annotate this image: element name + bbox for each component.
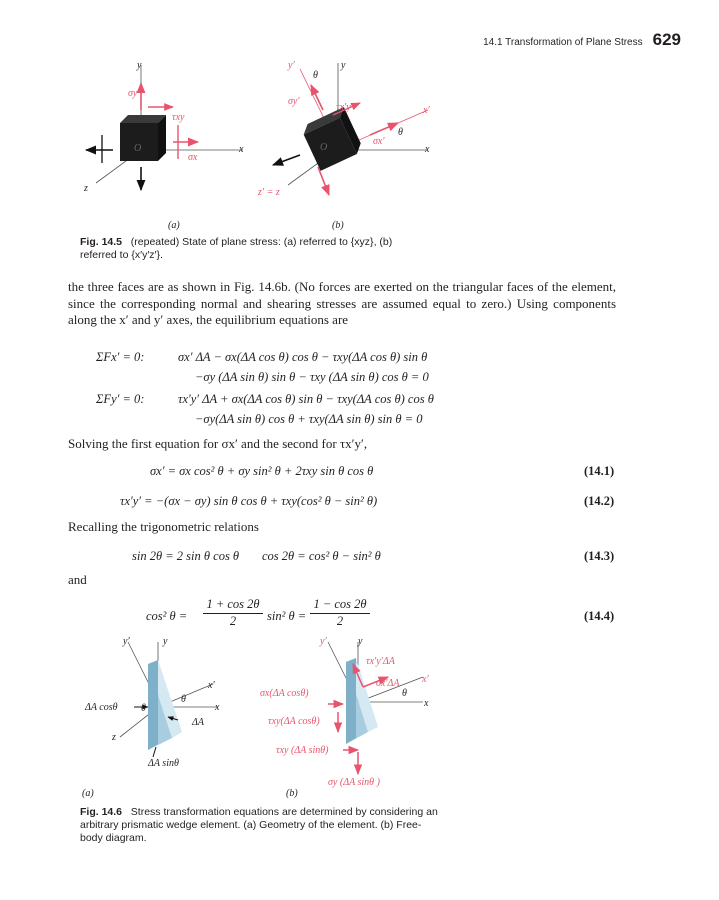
fig-14-5-caption	[80, 236, 420, 262]
fig-14-6-sub-b: (b)	[286, 788, 298, 799]
paragraph-4: and	[68, 572, 87, 587]
label-sigma-y-dA-sin: σy (ΔA sinθ )	[328, 777, 380, 788]
label-sigma-yp: σy′	[288, 96, 300, 107]
label-O-b: O	[320, 142, 328, 153]
label-tau-xpyp-dA: τx′y′ΔA	[366, 656, 395, 667]
fig-14-6-sub-a: (a)	[82, 788, 94, 799]
caption-text: Stress transformation equations are determined by considering an arbitrary prismatic wedge element. (a) Geometry of the element. (b) Free-body diagram.	[80, 806, 438, 844]
eq-14-4a-denominator: 2	[229, 614, 237, 628]
eq-14-1-number: (14.1)	[584, 464, 615, 478]
label-x-b: x	[425, 144, 430, 155]
wedge-face-left	[148, 660, 158, 750]
eq2-line2: −σy(ΔA sin θ) cos θ + τxy(ΔA sin θ) sin θ = 0	[195, 412, 423, 426]
label-x-b: x	[424, 698, 429, 709]
page-number: 629	[652, 30, 681, 49]
eq-14-4b-numerator: 1 − cos 2θ	[310, 597, 370, 614]
label-tau-xy-dA-sin: τxy (ΔA sinθ)	[276, 745, 329, 756]
cube-front	[120, 123, 158, 161]
label-tau-xpyp: τx′y′	[336, 102, 353, 113]
wedge-face-left	[346, 658, 356, 744]
eq-14-2-number: (14.2)	[584, 494, 615, 508]
label-sigma-x-dA-cos: σx(ΔA cosθ)	[260, 688, 309, 699]
label-dA-sin: ΔA sinθ	[148, 758, 179, 769]
label-tau-xy: τxy	[172, 112, 185, 123]
eq-14-4-number: (14.4)	[584, 609, 615, 623]
eq1-lhs: ΣFx′ = 0:	[96, 350, 145, 364]
paragraph-1: the three faces are as shown in Fig. 14.6b. (No forces are exerted on the triangular faces of the element, since the corresponding normal and shearing stresses are assumed equal to zero.) Using components along the x′ and y′ axes, the equilibrium equations are	[68, 279, 616, 327]
label-x-prime-b: x′	[422, 674, 429, 685]
label-x: x	[239, 144, 244, 155]
label-theta-a2: θ	[141, 703, 146, 714]
eq-14-3a: sin 2θ = 2 sin θ cos θ	[132, 549, 240, 563]
label-tau-xy-dA-cos: τxy(ΔA cosθ)	[268, 716, 320, 727]
eq1-line1: σx′ ΔA − σx(ΔA cos θ) cos θ − τxy(ΔA cos θ) sin θ	[178, 350, 428, 364]
label-dA-cos: ΔA cosθ	[85, 702, 118, 713]
sigma-yp-down	[318, 167, 329, 195]
label-y-b: y	[358, 636, 363, 647]
sigma-xp-arrow	[370, 123, 398, 135]
label-dA: ΔA	[192, 717, 204, 728]
eq-14-4a-numerator: 1 + cos 2θ	[203, 597, 263, 614]
fig-14-6-caption	[80, 806, 440, 845]
label-y-prime-b: y′	[320, 636, 327, 647]
label-x-prime: x′	[423, 105, 430, 116]
eq-14-4b-lhs: sin² θ =	[267, 609, 307, 623]
sigma-xp-left	[273, 155, 300, 165]
fig-14-5-sub-b: (b)	[332, 220, 344, 231]
label-sigma-y: σy	[128, 88, 138, 99]
label-y: y	[137, 60, 142, 71]
eq-14-2: τx′y′ = −(σx − σy) sin θ cos θ + τxy(cos² θ − sin² θ)	[120, 494, 378, 508]
sigma-yp-arrow	[311, 85, 323, 110]
eq-14-4b-denominator: 2	[336, 614, 344, 628]
label-theta-1: θ	[313, 70, 318, 81]
eq-14-1: σx′ = σx cos² θ + σy sin² θ + 2τxy sin θ cos θ	[150, 464, 374, 478]
label-y-prime: y′	[288, 60, 295, 71]
label-z: z	[84, 183, 88, 194]
eq1-line2: −σy (ΔA sin θ) sin θ − τxy (ΔA sin θ) cos θ = 0	[195, 370, 429, 384]
label-y-prime-a: y′	[123, 636, 130, 647]
eq-14-4a-lhs: cos² θ =	[146, 609, 188, 623]
fig-14-5-sub-a: (a)	[168, 220, 180, 231]
label-theta-a1: θ	[181, 694, 186, 705]
label-y-b: y	[341, 60, 346, 71]
label-theta-b: θ	[402, 688, 407, 699]
eq2-line1: τx′y′ ΔA + σx(ΔA cos θ) sin θ − τxy(ΔA cos θ) cos θ	[178, 392, 434, 406]
label-y-a: y	[163, 636, 168, 647]
running-head: 14.1 Transformation of Plane Stress	[483, 37, 643, 48]
label-z-eq: z′ = z	[258, 187, 280, 198]
paragraph-2: Solving the first equation for σx′ and the second for τx′y′,	[68, 436, 368, 451]
caption-text: (repeated) State of plane stress: (a) referred to {xyz}, (b) referred to {x′y′z′}.	[80, 236, 393, 261]
label-sigma-xp: σx′	[373, 136, 385, 147]
label-z-a: z	[112, 732, 116, 743]
paragraph-3: Recalling the trigonometric relations	[68, 519, 259, 534]
cube-side	[158, 115, 166, 161]
eq-14-3-number: (14.3)	[584, 549, 615, 563]
fig-14-5a	[86, 65, 243, 190]
sin-area-leader	[153, 747, 156, 757]
eq-14-4a-fraction	[203, 597, 263, 629]
page-header	[483, 30, 681, 50]
caption-label: Fig. 14.5	[80, 236, 123, 248]
fig-14-5b	[273, 63, 428, 195]
cube-top	[120, 115, 166, 123]
label-O: O	[134, 143, 142, 154]
label-sigma-xp-dA: σx′ΔA	[376, 678, 400, 689]
eq-14-4b-fraction	[310, 597, 370, 629]
caption-label: Fig. 14.6	[80, 806, 123, 818]
label-x-prime-a: x′	[208, 680, 215, 691]
fig-14-6	[78, 632, 478, 792]
eq2-lhs: ΣFy′ = 0:	[96, 392, 145, 406]
fig-14-6a	[120, 642, 218, 757]
label-theta-2: θ	[398, 127, 403, 138]
label-x-a: x	[215, 702, 220, 713]
eq-14-3b: cos 2θ = cos² θ − sin² θ	[262, 549, 381, 563]
label-sigma-x: σx	[188, 152, 198, 163]
